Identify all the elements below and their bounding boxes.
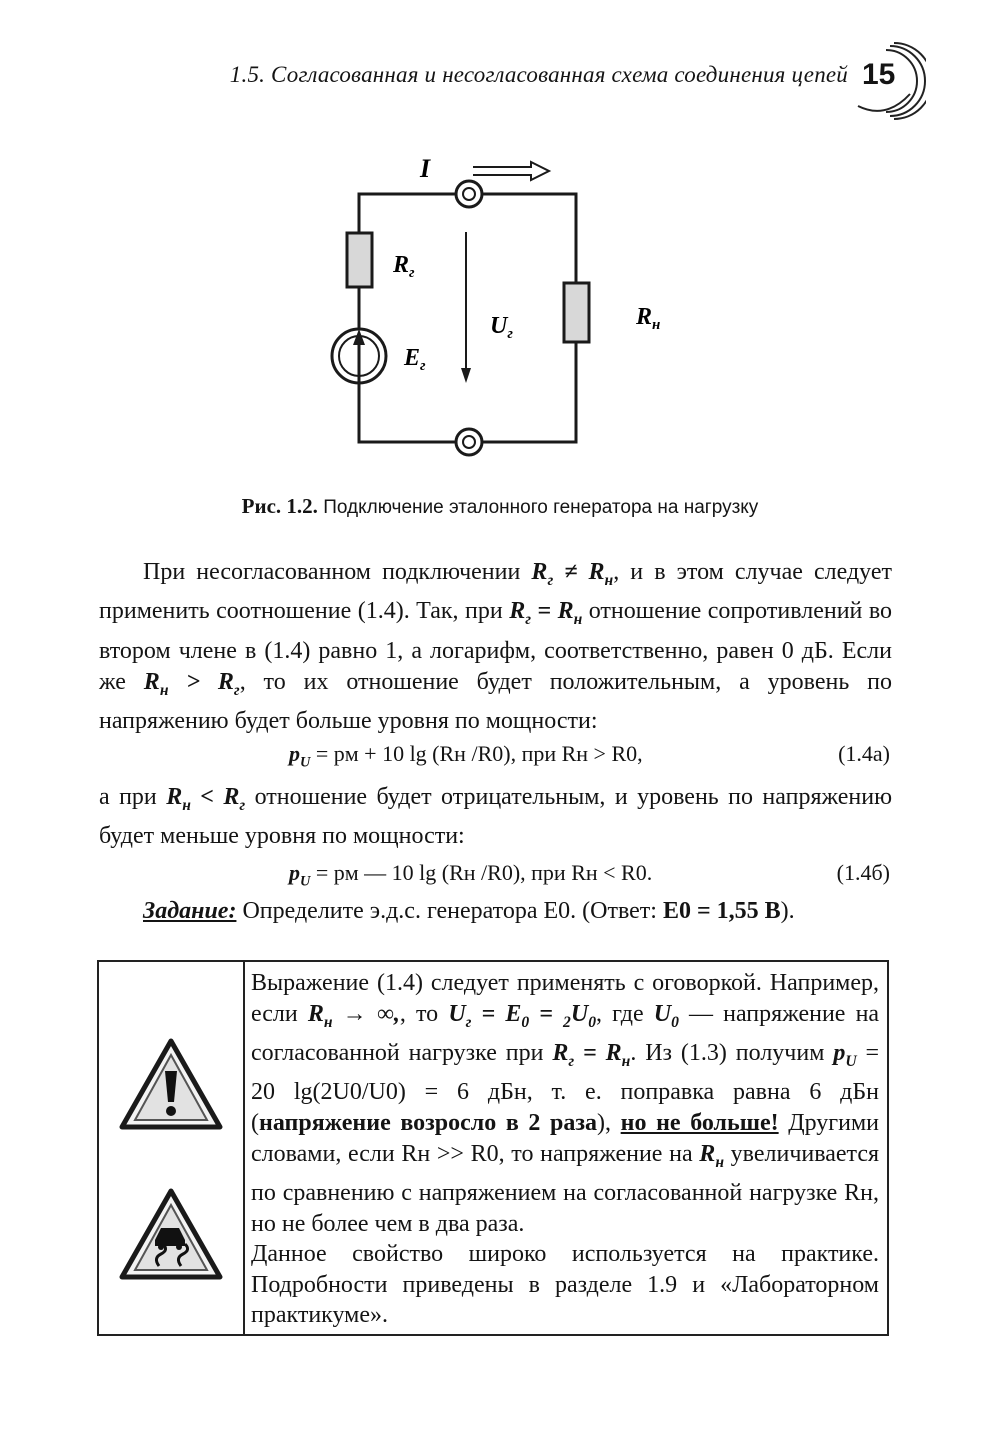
label-generator-resistance: $R_г$ [393,252,415,281]
remark-icons-column [99,962,245,1334]
label-generator-emf: $E_г$ [404,345,426,374]
current-arrow-icon [473,162,549,180]
paragraph-negative: а при $R_н < R_г$ отношение будет отрицательным, и уровень по напряжению будет меньше уровня по мощности: [99,784,893,850]
slippery-road-warning-icon [119,1188,223,1280]
page-header [0,58,1000,102]
voltage-arrow-icon [461,232,471,383]
formula-1-4a-number: (1.4а) [838,741,890,766]
emf-source-icon [332,329,386,383]
label-generator-voltage: $U_г$ [490,313,513,342]
terminal-bottom [456,429,482,455]
formula-1-4b-number: (1.4б) [836,860,890,885]
circuit-diagram [0,150,1000,480]
figure-caption-label: Рис. 1.2. [241,494,318,518]
label-load-resistance: $R_н$ [636,304,661,333]
figure-caption [0,494,1000,519]
task-paragraph: Задание: Определите э.д.с. генератора E0. (Ответ: E0 = 1,55 В). [143,898,795,924]
task-label: Задание: [143,898,237,924]
task-text: Определите э.д.с. генератора E0. (Ответ: [242,898,657,924]
remark-box [97,960,889,1336]
circuit-wires [359,194,576,442]
paragraph-mismatch: При несогласованном подключении $R_г \ne R_н$, и в этом случае следует применить соотношение (1.4). Так, при $R_г = R_н$ отношение сопротивлений во втором члене в (1.4) равно 1, а логарифм, соответственно, равен 0 дБ. Если же $R_н > R_г$, то их отношение будет положительным, а уровень по напряжению будет больше уровня по мощности: [99,559,893,735]
label-current: I [420,154,431,183]
page-number: 15 [862,58,896,91]
load-resistor [564,283,589,342]
task-answer: E0 = 1,55 В [662,898,781,924]
terminal-top [456,181,482,207]
formula-1-4b-expr: = pм — 10 lg (Rн /R0), при Rн < R0. [315,860,653,885]
figure-caption-text: Подключение эталонного генератора на нагрузку [323,497,759,518]
remark-text [251,968,879,1331]
exclamation-warning-icon [119,1038,223,1130]
remark-paragraph-1: Выражение (1.4) следует применять с оговоркой. Например, если $R_н$ → ∞,, то $U_г = E_0 = _2U_0$, где $U_0$ — напряжение на согласованной нагрузке при $R_г = R_н$. Из (1.3) получим $p_U = 20$ lg(2U0/U0) = 6 дБн, т. е. поправка равна 6 дБн (напряжение возросло в 2 раза), но не больше! Другими словами, если Rн >> R0, то напряжение на $R_н$ увеличивается по сравнению с напряжением на согласованной нагрузке Rн, но не более чем в два раза. [251,970,880,1237]
formula-1-4a-expr: = pм + 10 lg (Rн /R0), при Rн > R0, [315,741,643,766]
running-title: 1.5. Согласованная и несогласованная схема соединения цепей [229,62,848,87]
generator-resistor [347,233,372,287]
remark-paragraph-2: Данное свойство широко используется на практике. Подробности приведены в разделе 1.9 и «Лабораторном практикуме». [251,1241,879,1329]
